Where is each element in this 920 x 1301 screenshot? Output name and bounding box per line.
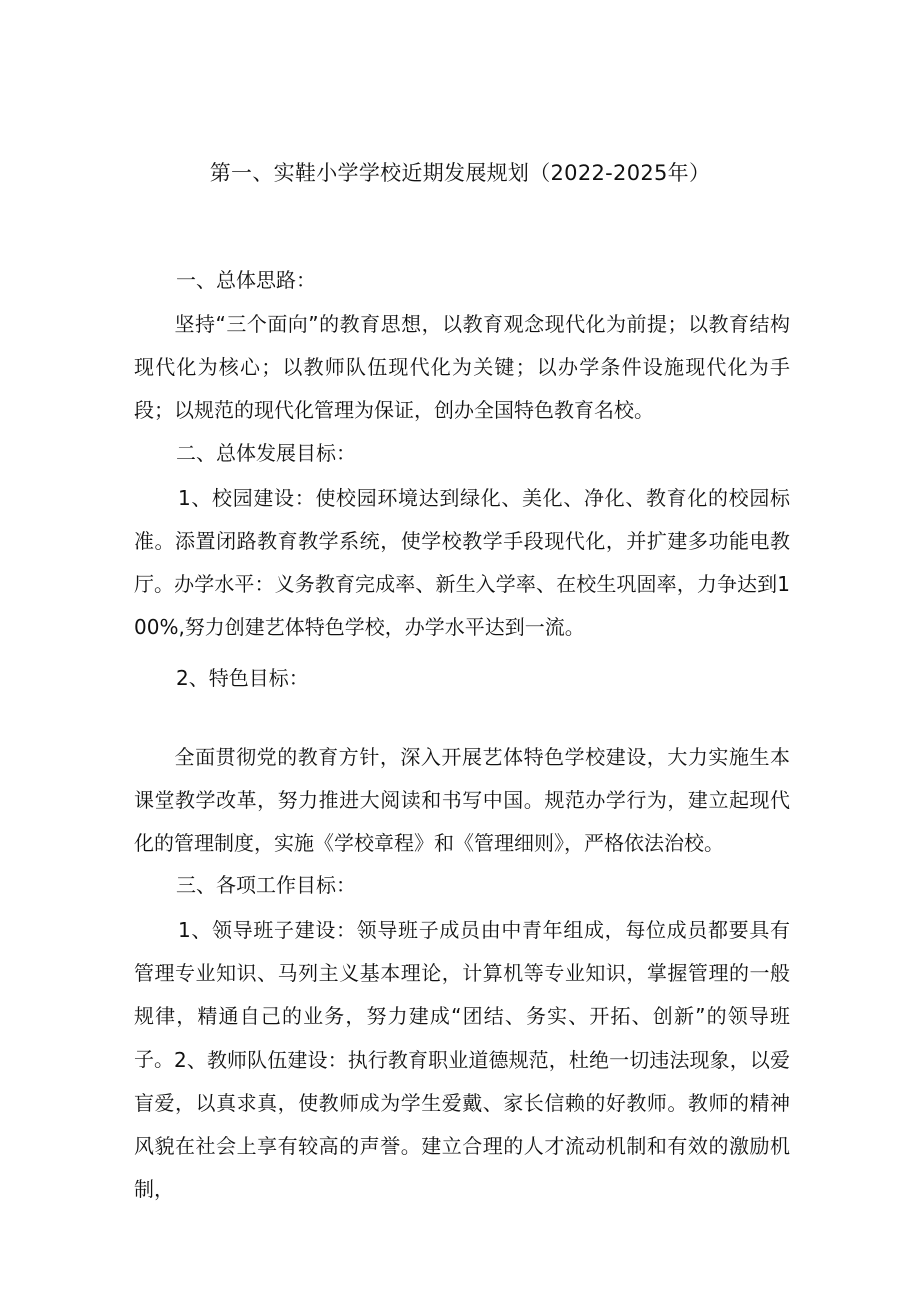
section-heading-1: 一、总体思路： [176, 268, 316, 292]
section-2-sub-paragraph-1 [134, 736, 790, 865]
paragraph-text: 1、校园建设：使校园环境达到绿化、美化、净化、教育化的校园标准。添置闭路教育教学系统，使学校教学手段现代化，并扩建多功能电教厅。 [134, 486, 790, 596]
paragraph-text: 坚持“三个面向”的教育思想，以教育观念现代化为前提；以教育结构现代化为核心；以教师队伍现代化为关键；以办学条件设施现代化为手段；以规范的现代化管理为保证，创办全国特色教育名校。 [134, 312, 790, 422]
section-2-paragraph-2 [134, 563, 790, 649]
paragraph-text: 1、领导班子建设：领导班子成员由中青年组成，每位成员都要具有管理专业知识、马列主义基本理论，计算机等专业知识，掌握管理的一般规律，精通自己的业务，努力建成“团结、务实、开拓、创新”的领导班子。 [134, 918, 790, 1071]
paragraph-text: 办学水平：义务教育完成率、新生入学率、在校生巩固率，力争达到100%,努力创建艺体特色学校，办学水平达到一流。 [134, 572, 790, 639]
section-3-paragraph-2 [134, 1039, 790, 1211]
section-1-paragraph-1 [134, 303, 790, 432]
section-heading-2: 二、总体发展目标： [176, 441, 356, 465]
section-2-subheading: 2、特色目标： [176, 666, 309, 690]
document-title: 第一、实鞋小学学校近期发展规划（2022-2025年） [209, 161, 711, 185]
paragraph-text: 2、教师队伍建设：执行教育职业道德规范，杜绝一切违法现象，以爱盲爱，以真求真，使教师成为学生爱戴、家长信赖的好教师。教师的精神风貌在社会上享有较高的声誉。建立合理的人才流动机制和有效的激励机制， [134, 1048, 790, 1201]
section-heading-3: 三、各项工作目标： [176, 873, 356, 897]
paragraph-text: 全面贯彻党的教育方针，深入开展艺体特色学校建设，大力实施生本课堂教学改革，努力推进大阅读和书写中国。规范办学行为，建立起现代化的管理制度，实施《学校章程》和《管理细则》，严格依法治校。 [134, 745, 790, 855]
